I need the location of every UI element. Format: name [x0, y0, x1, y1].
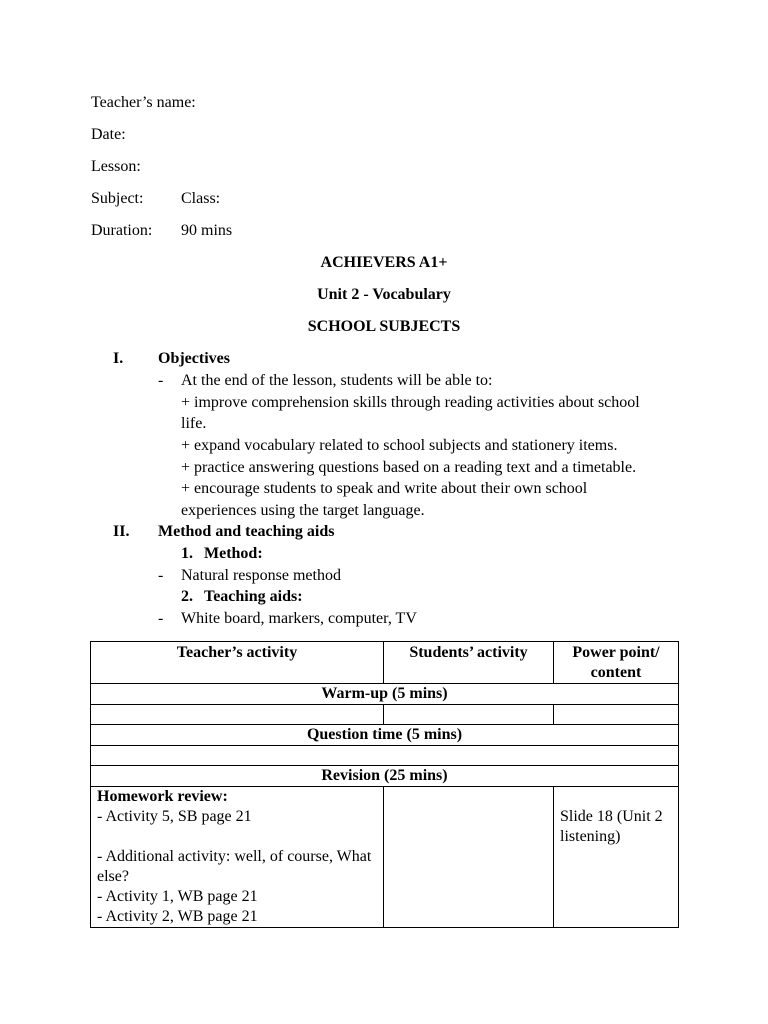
powerpoint-content-header: Power point/ content: [554, 642, 679, 684]
activity-item: - Activity 2, WB page 21: [97, 908, 258, 925]
powerpoint-content-cell: [554, 787, 679, 928]
lesson-plan-table: [90, 641, 679, 928]
method-dash: -: [158, 567, 164, 584]
activity-item: - Activity 5, SB page 21: [97, 808, 252, 825]
topic-title: SCHOOL SUBJECTS: [307, 318, 461, 335]
lesson-label: Lesson:: [91, 158, 141, 175]
duration-row: [91, 220, 491, 242]
objective-line: + expand vocabulary related to school subjects and stationery items.: [181, 437, 618, 454]
table-cell: [91, 705, 384, 725]
students-activity-header: Students’ activity: [384, 642, 554, 684]
objective-line: experiences using the target language.: [181, 502, 425, 519]
date-label: Date:: [91, 126, 126, 143]
activity-item: - Additional activity: well, of course, What else?: [97, 848, 372, 885]
teacher-activity-header: Teacher’s activity: [91, 642, 384, 684]
method-sub1-label: Method:: [204, 545, 263, 562]
teacher-name-row: [91, 92, 491, 114]
warmup-content-row: [91, 705, 679, 725]
teacher-activity-cell: [91, 787, 384, 928]
objectives-numeral: I.: [113, 350, 124, 367]
objective-line: + encourage students to speak and write about their own school: [181, 480, 588, 497]
teacher-name-label: Teacher’s name:: [91, 94, 196, 111]
class-label: Class:: [181, 190, 221, 207]
objectives-dash: -: [158, 372, 164, 389]
date-row: [91, 124, 491, 146]
duration-value: 90 mins: [181, 222, 233, 239]
method-sub1-number: 1.: [181, 545, 193, 562]
revision-section-row: [91, 766, 679, 787]
method-sub2-item: White board, markers, computer, TV: [181, 610, 417, 627]
table-cell: [91, 746, 679, 766]
objective-line: life.: [181, 415, 207, 432]
table-cell: [384, 705, 554, 725]
warmup-section-label: Warm-up (5 mins): [91, 684, 679, 705]
slide-reference: Slide 18 (Unit 2 listening): [560, 808, 663, 845]
subject-label: Subject:: [91, 190, 144, 207]
warmup-section-row: [91, 684, 679, 705]
objective-line: + improve comprehension skills through reading activities about school: [181, 394, 640, 411]
objectives-intro: At the end of the lesson, students will be able to:: [181, 372, 493, 389]
objectives-heading: Objectives: [158, 350, 230, 367]
homework-review-title: Homework review:: [97, 788, 228, 805]
lesson-row: [91, 156, 491, 178]
duration-label: Duration:: [91, 222, 153, 239]
revision-section-label: Revision (25 mins): [91, 766, 679, 787]
teaching-aids-dash: -: [158, 610, 164, 627]
table-cell: [554, 705, 679, 725]
question-section-label: Question time (5 mins): [91, 725, 679, 746]
revision-content-row: [91, 787, 679, 928]
method-sub2-number: 2.: [181, 588, 193, 605]
question-content-row: [91, 746, 679, 766]
method-numeral: II.: [113, 523, 130, 540]
students-activity-cell: [384, 787, 554, 928]
question-section-row: [91, 725, 679, 746]
objective-line: + practice answering questions based on a reading text and a timetable.: [181, 459, 637, 476]
table-header-row: [91, 642, 679, 684]
method-heading: Method and teaching aids: [158, 523, 335, 540]
subject-row: [91, 188, 491, 210]
method-sub1-item: Natural response method: [181, 567, 341, 584]
activity-item: - Activity 1, WB page 21: [97, 888, 258, 905]
unit-title: Unit 2 - Vocabulary: [317, 286, 451, 303]
method-sub2-label: Teaching aids:: [204, 588, 303, 605]
course-title: ACHIEVERS A1+: [320, 254, 448, 271]
